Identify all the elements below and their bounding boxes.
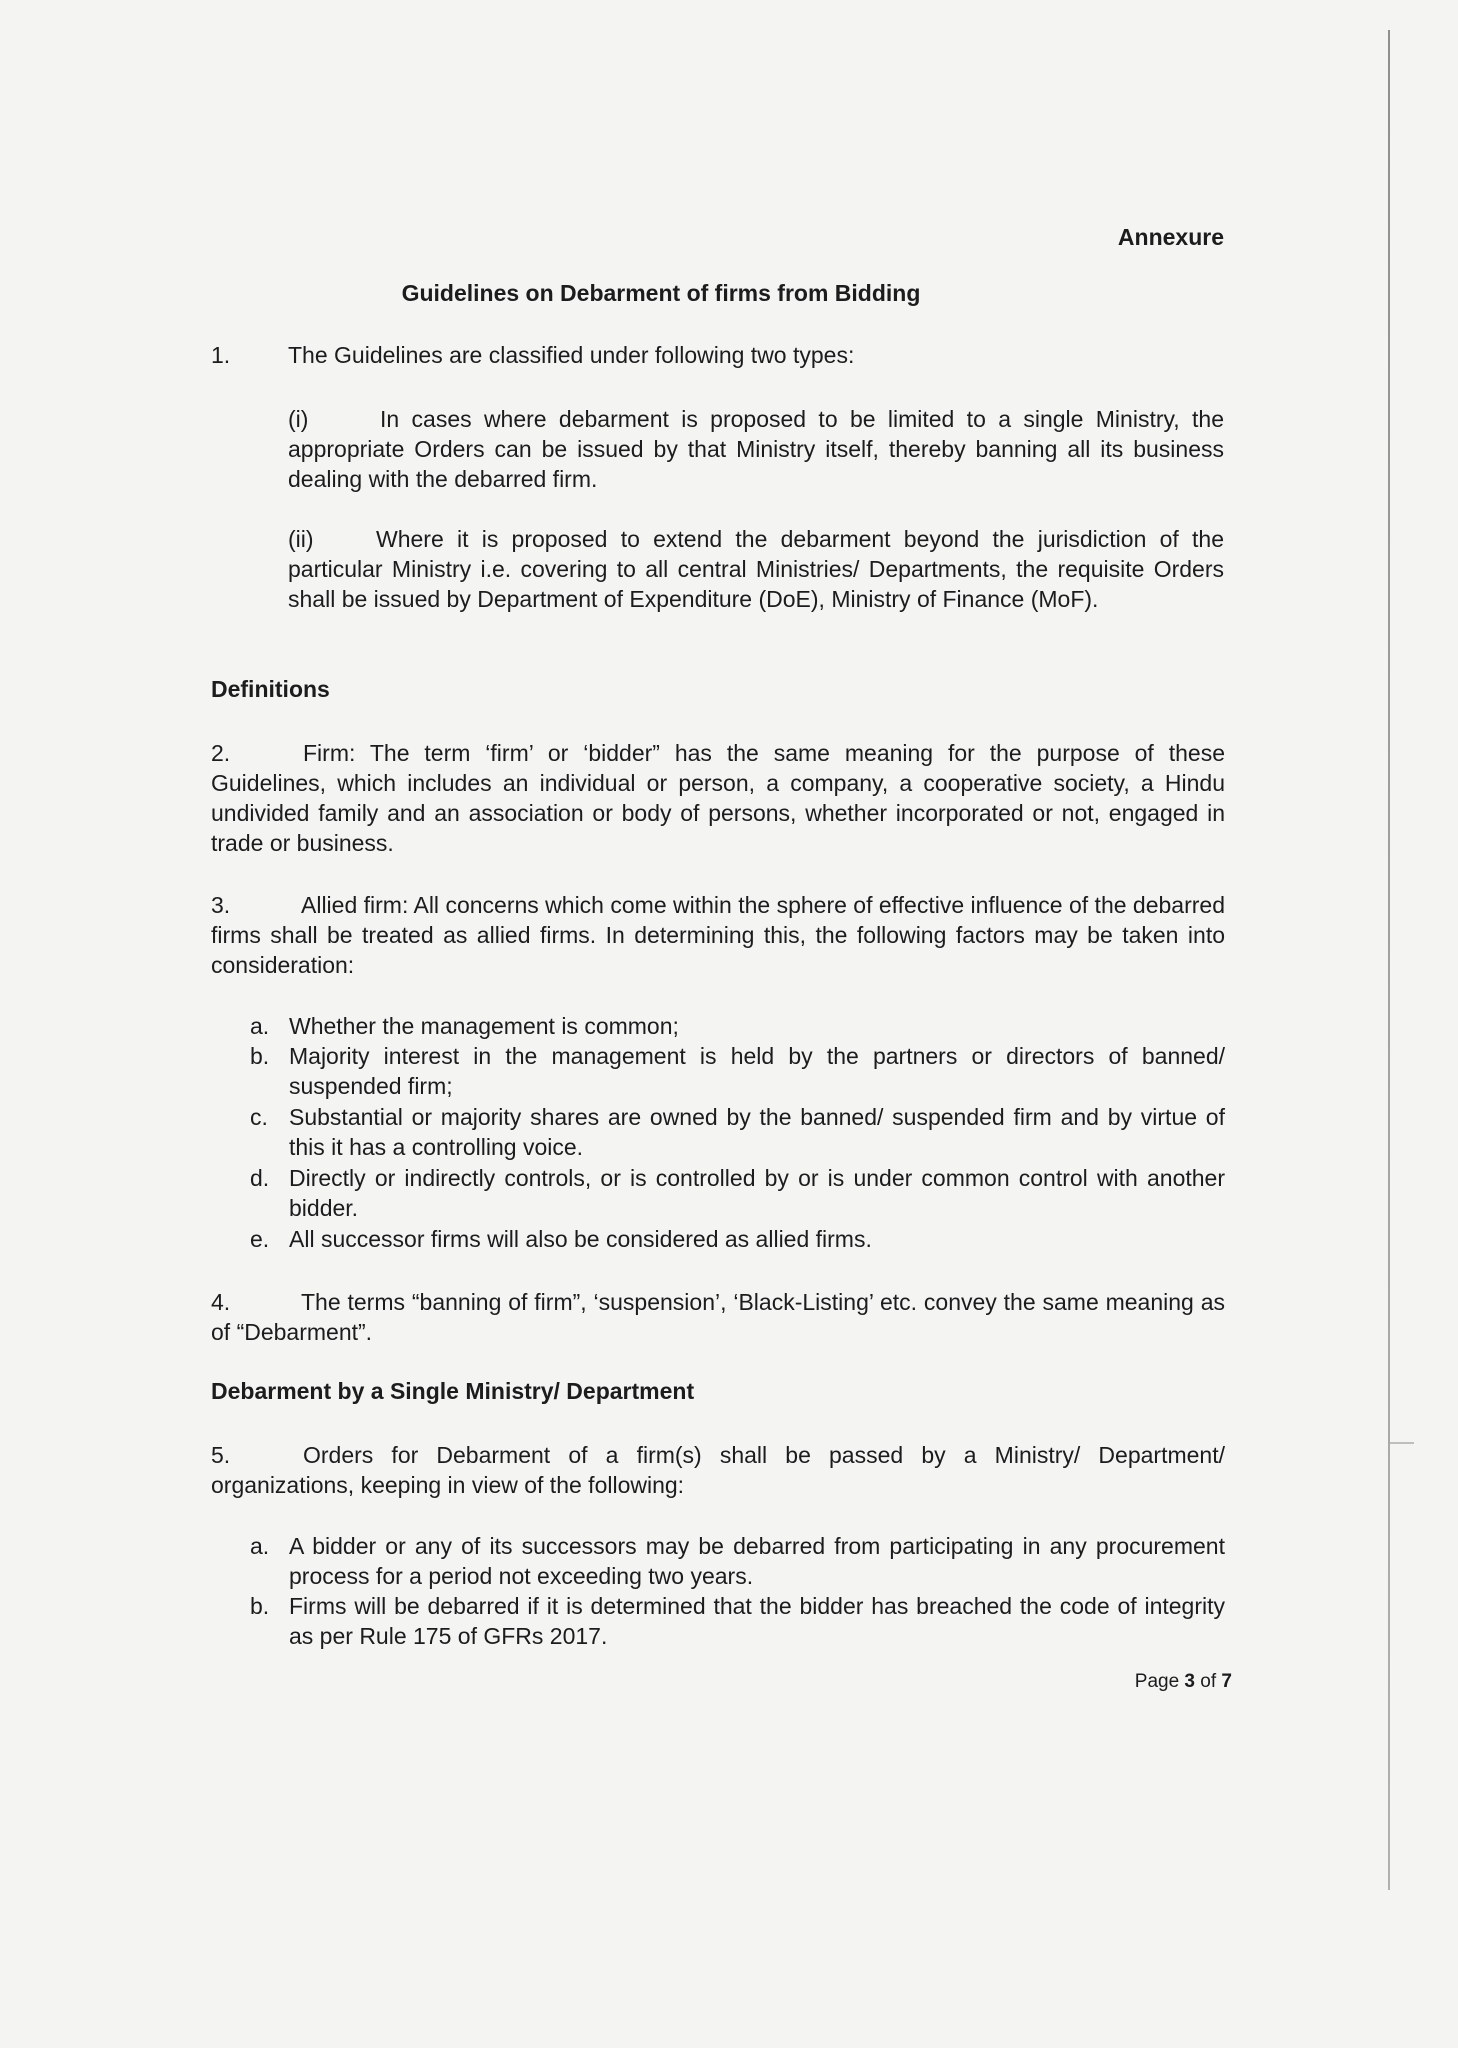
list-item-text: Substantial or majority shares are owned by the banned/ suspended firm and by virtue of this it has a controlling voice.	[289, 1104, 1225, 1160]
para-3-text: Allied firm: All concerns which come within the sphere of effective influence of the debarred firms shall be treated as allied firms. In determining this, the following factors may be taken into consideration:	[211, 892, 1225, 978]
list-item-letter: e.	[250, 1226, 270, 1252]
list-item-text: All successor firms will also be considered as allied firms.	[289, 1226, 872, 1252]
para-1-sub-ii-text: Where it is proposed to extend the debarment beyond the jurisdiction of the particular Ministry i.e. covering to all central Ministries/ Departments, the requisite Orders shall be issued by Department of Expenditure (DoE), Ministry of Finance (MoF).	[288, 526, 1224, 612]
single-ministry-heading: Debarment by a Single Ministry/ Department	[211, 1378, 695, 1404]
para-4-number: 4.	[211, 1289, 231, 1315]
para-1-sub-i-text: In cases where debarment is proposed to be limited to a single Ministry, the appropriate Orders can be issued by that Ministry itself, thereby banning all its business dealing with the debarred firm.	[288, 406, 1224, 492]
scan-edge-tick	[1390, 1442, 1414, 1444]
list-item-letter: a.	[250, 1013, 270, 1039]
list-item-letter: c.	[250, 1104, 268, 1130]
definitions-heading: Definitions	[211, 676, 330, 702]
para-2-text: Firm: The term ‘firm’ or ‘bidder” has the same meaning for the purpose of these Guidelines, which includes an individual or person, a company, a cooperative society, a Hindu undivided family and an association or body of persons, whether incorporated or not, engaged in trade or business.	[211, 740, 1225, 856]
page-number-middle: of	[1200, 1671, 1217, 1692]
para-5-text: Orders for Debarment of a firm(s) shall be passed by a Ministry/ Department/ organizations, keeping in view of the following:	[211, 1442, 1225, 1498]
para-1-sub-ii-label: (ii)	[288, 526, 314, 552]
scan-edge-line	[1388, 30, 1390, 1890]
list-item-letter: b.	[250, 1043, 270, 1069]
para-5-number: 5.	[211, 1442, 231, 1468]
page-number-total: 7	[1221, 1671, 1232, 1692]
list-item-text: Majority interest in the management is held by the partners or directors of banned/ suspended firm;	[289, 1043, 1225, 1099]
list-item-text: Firms will be debarred if it is determined that the bidder has breached the code of integrity as per Rule 175 of GFRs 2017.	[289, 1593, 1225, 1649]
annexure-label: Annexure	[1117, 224, 1224, 250]
para-1-text: The Guidelines are classified under following two types:	[288, 342, 855, 368]
para-3-number: 3.	[211, 892, 231, 918]
para-1-number: 1.	[211, 342, 231, 368]
para-1-sub-i-label: (i)	[288, 406, 309, 432]
page-number-prefix: Page	[1134, 1671, 1180, 1692]
list-item-letter: b.	[250, 1593, 270, 1619]
para-2-number: 2.	[211, 740, 231, 766]
document-title: Guidelines on Debarment of firms from Bidding	[401, 280, 921, 306]
para-4-text: The terms “banning of firm”, ‘suspension’, ‘Black-Listing’ etc. convey the same meaning as of “Debarment”.	[211, 1289, 1225, 1345]
list-item-letter: a.	[250, 1533, 270, 1559]
list-item-text: Whether the management is common;	[289, 1013, 679, 1039]
list-item-letter: d.	[250, 1165, 270, 1191]
page-number	[1135, 1671, 1232, 1693]
list-item-text: Directly or indirectly controls, or is controlled by or is under common control with another bidder.	[289, 1165, 1225, 1221]
page-number-current: 3	[1184, 1671, 1195, 1692]
list-item-text: A bidder or any of its successors may be debarred from participating in any procurement process for a period not exceeding two years.	[289, 1533, 1225, 1589]
